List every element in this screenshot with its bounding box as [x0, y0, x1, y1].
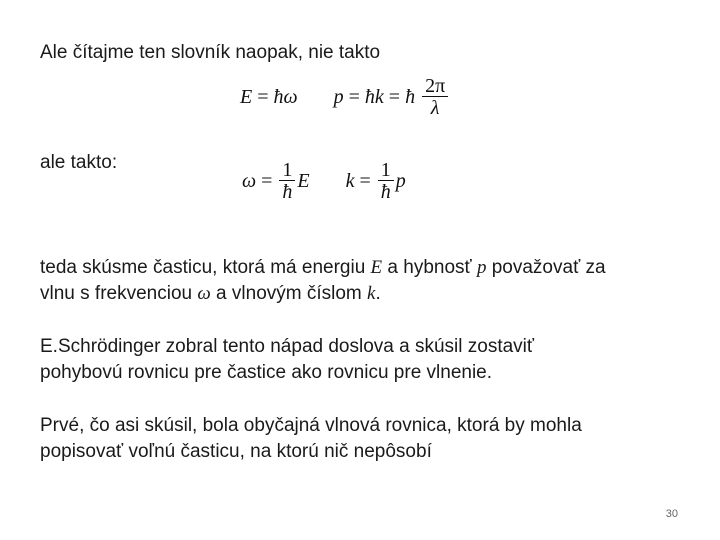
para1-var-k: k: [367, 283, 376, 304]
eq2-omega: ω: [242, 170, 257, 192]
eq1-fraction: [422, 76, 448, 119]
eq1-p: p: [333, 86, 344, 108]
eq1-lambda: λ: [430, 97, 440, 119]
eq2-E: E: [297, 170, 310, 192]
eq1-equals: =: [257, 86, 269, 108]
para1-text-a: teda skúsme časticu, ktorá má energiu: [40, 257, 371, 278]
eq1-equals-3: =: [388, 86, 401, 108]
eq2-p: p: [395, 170, 406, 192]
para3-line1: Prvé, čo asi skúsil, bola obyčajná vlnová rovnica, ktorá by mohla: [40, 415, 582, 436]
para1-text-c: považovať za: [486, 257, 606, 278]
eq1-omega: ω: [283, 86, 298, 108]
eq1-equals-2: =: [348, 86, 360, 108]
eq2-one-2: 1: [378, 160, 394, 181]
para1-text-f: .: [375, 283, 381, 304]
eq1-hbar: ħ: [273, 86, 284, 108]
eq2-k: k: [345, 170, 355, 192]
eq1-two-pi: 2π: [422, 76, 448, 97]
para1-line2: [40, 281, 381, 307]
equation-energy-momentum: [240, 76, 450, 119]
eq2-fraction-2: [378, 160, 394, 203]
equation-inverse: ω = $\frac{1}{ħ}$ E k = $\frac{1}{ħ}$ p: [242, 159, 406, 203]
slide-heading: Ale čítajme ten slovník naopak, nie takto: [40, 42, 381, 63]
eq2-hbar: ħ: [282, 181, 293, 203]
eq2-hbar-2: ħ: [380, 181, 391, 203]
eq2-fraction-1: [279, 160, 295, 203]
para3-line2: popisovať voľnú časticu, na ktorú nič nepôsobí: [40, 441, 432, 462]
para1-var-p: p: [476, 257, 487, 278]
para1-var-E: E: [370, 257, 383, 278]
para1-var-omega: ω: [197, 283, 211, 304]
eq1-hbar-2: ħ: [364, 86, 375, 108]
eq1-E: E: [240, 86, 253, 108]
para2-line2: pohybovú rovnicu pre častice ako rovnicu pre vlnenie.: [40, 362, 493, 383]
para1-text-d: vlnu s frekvenciou: [40, 283, 198, 304]
para1-line1: [40, 255, 606, 281]
eq2-one: 1: [279, 160, 295, 181]
page-number: 30: [665, 508, 678, 520]
para1-text-e: a vlnovým číslom: [210, 283, 368, 304]
eq1-hbar-3: ħ: [405, 86, 416, 108]
but-label: ale takto:: [40, 152, 118, 173]
eq1-k: k: [374, 86, 384, 108]
para2-line1: E.Schrödinger zobral tento nápad doslova a skúsil zostaviť: [40, 336, 535, 357]
para1-text-b: a hybnosť: [382, 257, 477, 278]
